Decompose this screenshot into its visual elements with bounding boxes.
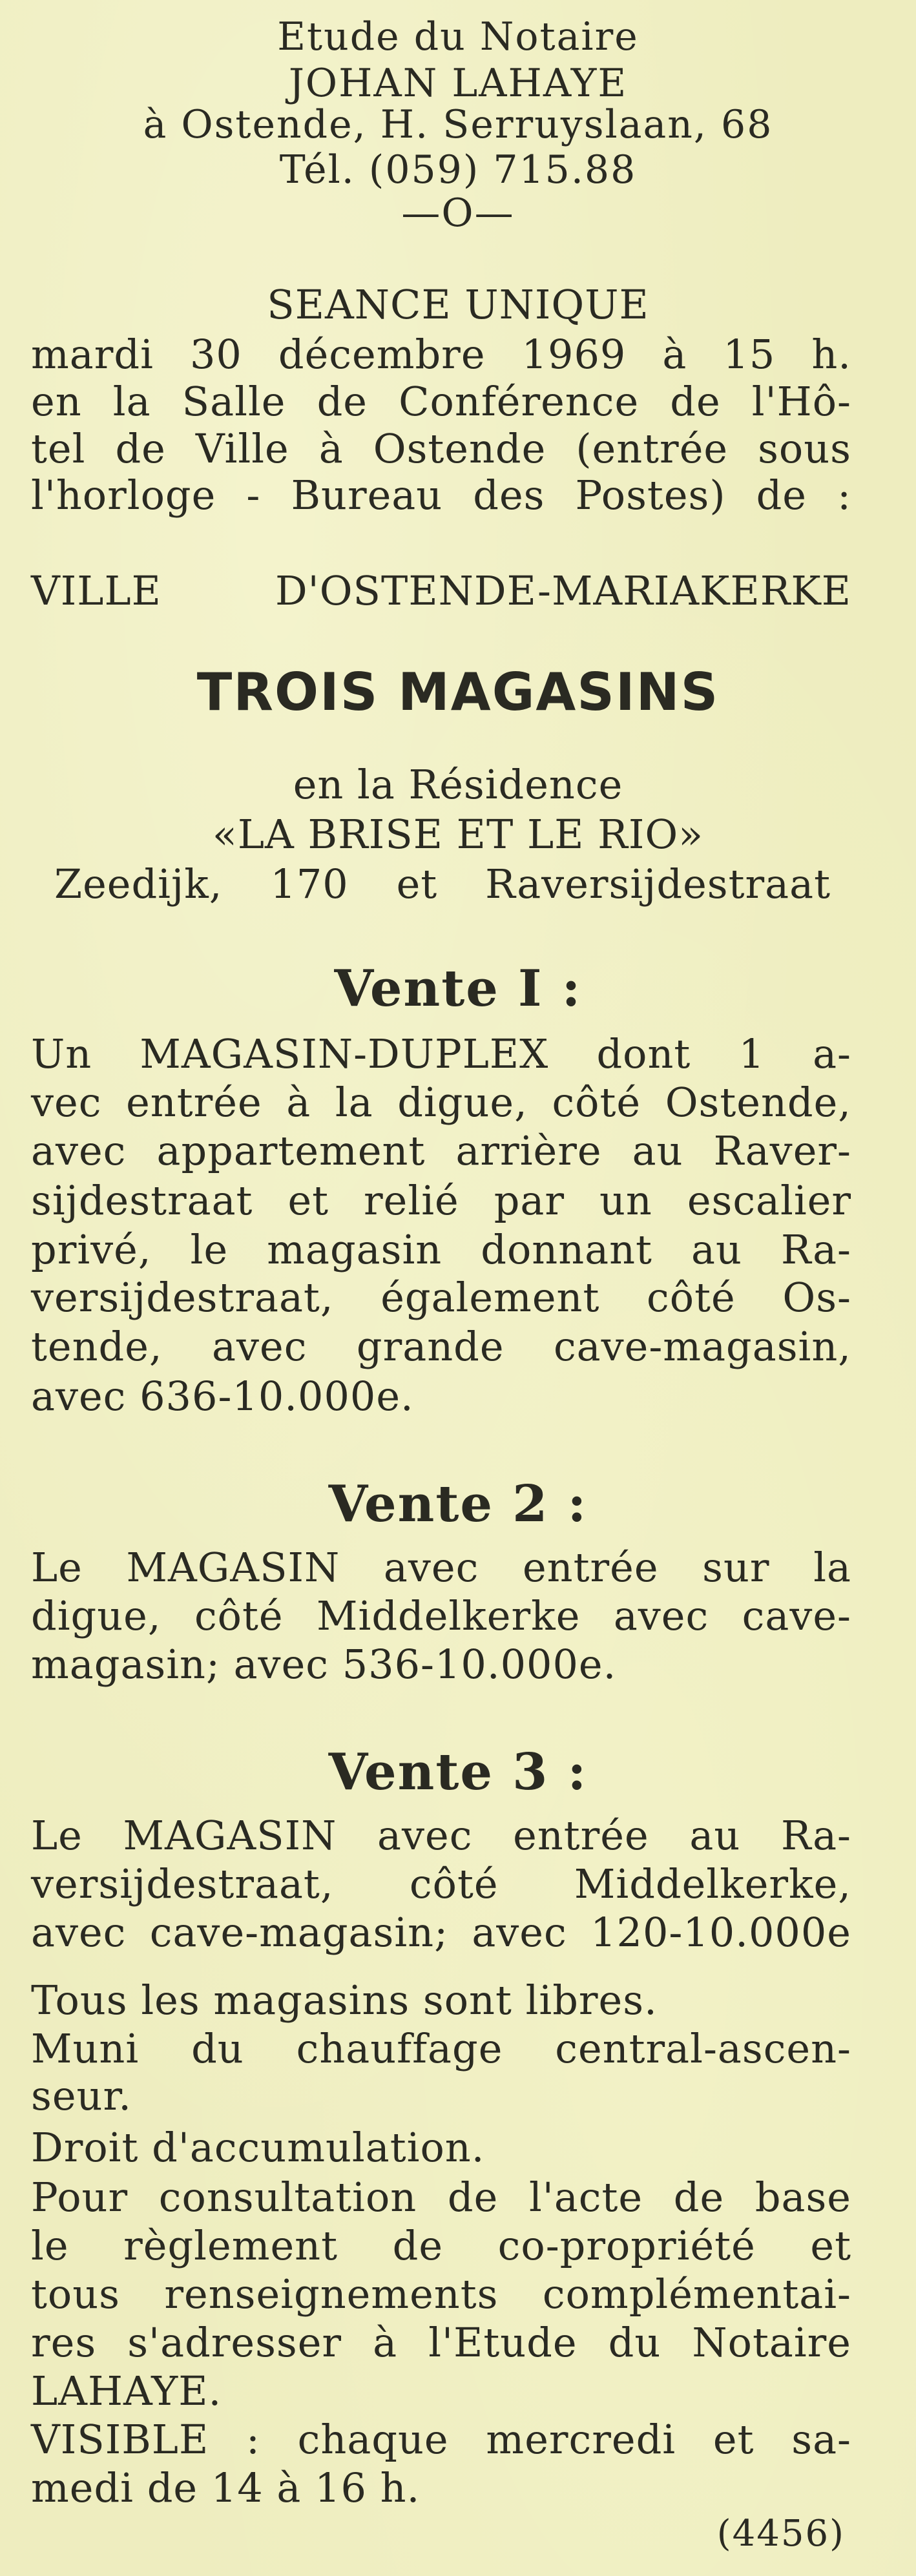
footer-line: Tous les magasins sont libres. [31,1977,658,2024]
reference-number: (4456) [716,2513,845,2555]
vente-line: avec 636-10.000e. [31,1373,414,1420]
vente-line: privé, le magasin donnant au Ra- [31,1226,851,1273]
seance-line: tel de Ville à Ostende (entrée sous [31,425,851,472]
notary-office-label: Etude du Notaire [277,14,639,59]
vente-line: tende, avec grande cave-magasin, [31,1323,851,1370]
vente-line: Un MAGASIN-DUPLEX dont 1 a- [31,1030,851,1077]
main-title: TROIS MAGASINS [196,662,720,722]
seance-line: en la Salle de Conférence de l'Hô- [31,378,851,425]
vente-line: Le MAGASIN avec entrée sur la [31,1544,851,1591]
footer-line: res s'adresser à l'Etude du Notaire [31,2319,851,2366]
footer-line: medi de 14 à 16 h. [31,2464,421,2511]
notary-phone: Tél. (059) 715.88 [279,147,637,192]
seance-line: mardi 30 décembre 1969 à 15 h. [31,331,851,378]
footer-line: LAHAYE. [31,2367,222,2415]
vente-heading: Vente 3 : [328,1743,588,1802]
footer-line: Droit d'accumulation. [31,2124,485,2171]
vente-line: magasin; avec 536-10.000e. [31,1641,617,1688]
vente-line: digue, côté Middelkerke avec cave- [31,1592,851,1639]
vente-line: vec entrée à la digue, côté Ostende, [31,1079,851,1126]
seance-line: l'horloge - Bureau des Postes) de : [31,472,851,519]
footer-line: Pour consultation de l'acte de base [31,2174,851,2221]
footer-line: le règlement de co-propriété et [31,2222,851,2269]
header-separator: —O— [401,191,515,236]
vente-line: sijdestraat et relié par un escalier [31,1177,851,1224]
residence-address: Zeedijk, 170 et Raversijdestraat [54,860,831,908]
vente-heading: Vente 2 : [328,1475,588,1533]
footer-line: VISIBLE : chaque mercredi et sa- [31,2416,851,2463]
residence-name: «LA BRISE ET LE RIO» [212,811,704,858]
seance-title: SEANCE UNIQUE [267,281,649,328]
footer-line: tous renseignements complémentai- [31,2270,851,2318]
vente-line: avec appartement arrière au Raver- [31,1127,851,1174]
vente-line: avec cave-magasin; avec 120-10.000e [31,1909,851,1956]
vente-heading: Vente I : [334,959,582,1018]
vente-line: Le MAGASIN avec entrée au Ra- [31,1812,851,1859]
residence-line: en la Résidence [293,761,623,808]
notary-name: JOHAN LAHAYE [288,61,628,106]
vente-line: versijdestraat, également côté Os- [31,1274,851,1321]
vente-line: versijdestraat, côté Middelkerke, [31,1860,851,1907]
footer-line: Muni du chauffage central-ascen- [31,2025,851,2072]
location-label: VILLE D'OSTENDE-MARIAKERKE [31,567,851,614]
notary-address: à Ostende, H. Serruyslaan, 68 [143,102,773,147]
footer-line: seur. [31,2072,132,2119]
